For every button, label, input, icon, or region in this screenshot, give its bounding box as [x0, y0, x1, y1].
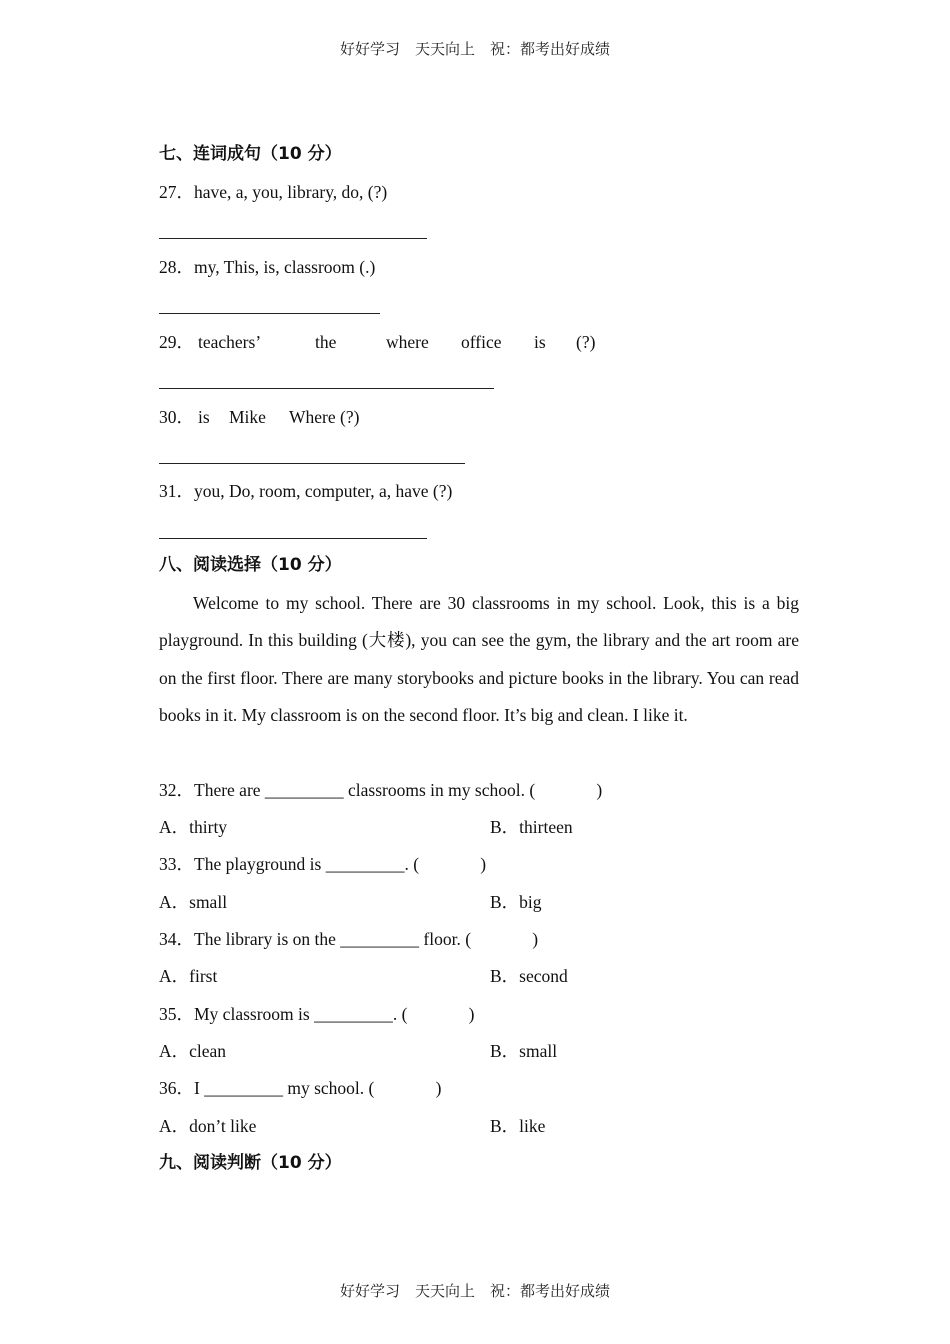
- question-number: 30．: [159, 407, 194, 427]
- section-7-title: 七、连词成句（10 分）: [159, 144, 342, 164]
- question-27: [159, 180, 387, 204]
- question-34: [159, 927, 538, 951]
- option-34-a[interactable]: A．first: [159, 966, 218, 986]
- passage-text: Welcome to my school. There are 30 classrooms in my school. Look, this is a big playground. In this building (大楼), you can see the gym, the library and the art room are on the first floor. There are many storybooks and picture books in the library. You can read books in it. My classroom is on the second floor. It’s big and clean. I like it.: [159, 593, 799, 725]
- option-32-b[interactable]: B．thirteen: [490, 817, 573, 837]
- option-33-a[interactable]: A．small: [159, 892, 228, 912]
- question-30: [159, 405, 194, 429]
- question-number: 32．: [159, 780, 194, 800]
- option-32-a[interactable]: A．thirty: [159, 817, 228, 837]
- question-number: 31．: [159, 481, 194, 501]
- question-36: [159, 1076, 441, 1100]
- question-text: have, a, you, library, do, (?): [194, 182, 388, 202]
- q29-word-1: teachers’: [198, 332, 262, 352]
- question-number: 27．: [159, 182, 194, 202]
- option-35-b[interactable]: B．small: [490, 1041, 558, 1061]
- section-8-title: 八、阅读选择（10 分）: [159, 555, 342, 575]
- page-header: 好好学习 天天向上 祝：都考出好成绩: [339, 40, 610, 58]
- question-text: The playground is _________. ( ): [194, 854, 487, 874]
- page-footer: 好好学习 天天向上 祝：都考出好成绩: [339, 1282, 610, 1300]
- question-28: [159, 255, 375, 279]
- answer-line-29[interactable]: [159, 388, 494, 389]
- option-33-b[interactable]: B．big: [490, 892, 542, 912]
- answer-line-27[interactable]: [159, 238, 427, 239]
- reading-passage: [159, 585, 799, 734]
- question-31: [159, 479, 452, 503]
- question-number: 28．: [159, 257, 194, 277]
- q29-word-5: is: [534, 332, 546, 352]
- answer-line-28[interactable]: [159, 313, 380, 314]
- section-9-title: 九、阅读判断（10 分）: [159, 1153, 342, 1173]
- question-text: There are _________ classrooms in my school. ( ): [194, 780, 603, 800]
- question-number: 29．: [159, 332, 194, 352]
- question-number: 34．: [159, 929, 194, 949]
- question-text: My classroom is _________. ( ): [194, 1004, 475, 1024]
- question-text: The library is on the _________ floor. ( ): [194, 929, 539, 949]
- q29-word-2: the: [315, 332, 337, 352]
- question-number: 33．: [159, 854, 194, 874]
- question-32: [159, 778, 602, 802]
- option-36-b[interactable]: B．like: [490, 1116, 546, 1136]
- question-text: I _________ my school. ( ): [194, 1078, 442, 1098]
- q29-word-4: office: [461, 332, 502, 352]
- q30-word-3: Where (?): [289, 407, 360, 427]
- q30-word-1: is: [198, 407, 210, 427]
- question-text: my, This, is, classroom (.): [194, 257, 376, 277]
- q29-word-6: (?): [576, 332, 596, 352]
- question-text: you, Do, room, computer, a, have (?): [194, 481, 453, 501]
- q29-word-3: where: [386, 332, 429, 352]
- question-33: [159, 852, 486, 876]
- question-number: 35．: [159, 1004, 194, 1024]
- question-29: [159, 330, 194, 354]
- question-35: [159, 1002, 474, 1026]
- option-34-b[interactable]: B．second: [490, 966, 568, 986]
- option-35-a[interactable]: A．clean: [159, 1041, 227, 1061]
- question-number: 36．: [159, 1078, 194, 1098]
- answer-line-31[interactable]: [159, 538, 427, 539]
- answer-line-30[interactable]: [159, 463, 465, 464]
- option-36-a[interactable]: A．don’t like: [159, 1116, 257, 1136]
- q30-word-2: Mike: [229, 407, 266, 427]
